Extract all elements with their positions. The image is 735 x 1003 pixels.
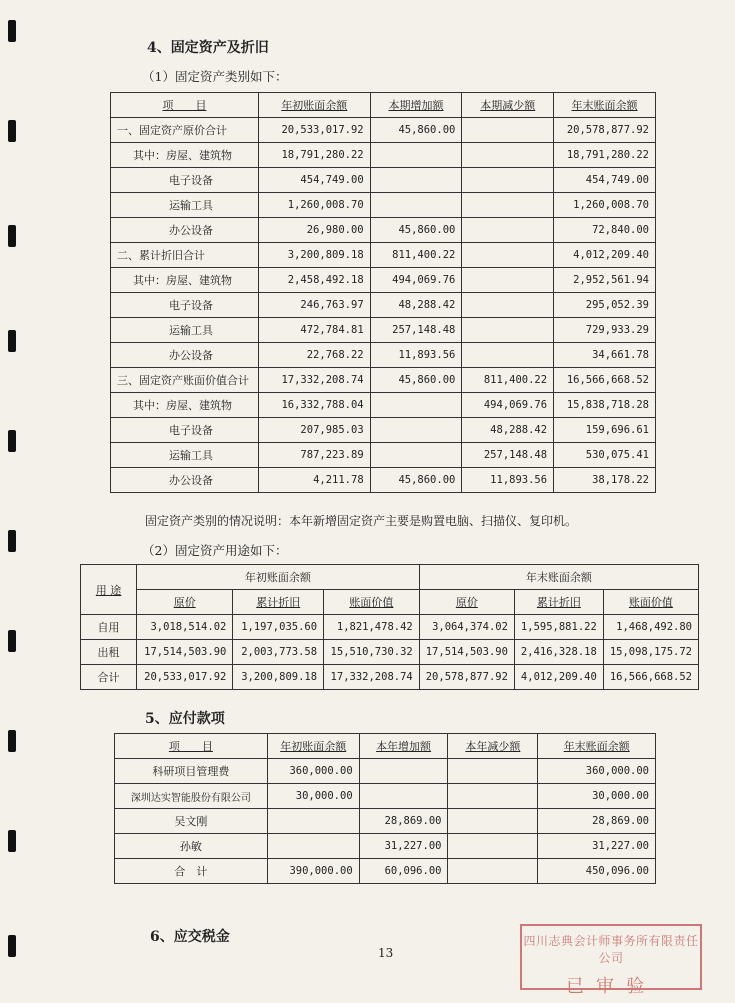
cell: [359, 784, 448, 809]
cell: 11,893.56: [462, 468, 554, 493]
row-label: 合 计: [115, 859, 268, 884]
cell: 15,510,730.32: [324, 640, 420, 665]
cell: [448, 809, 538, 834]
table-row: [81, 640, 699, 665]
cell: [267, 834, 359, 859]
cell: 45,860.00: [370, 218, 462, 243]
cell: 16,332,788.04: [258, 393, 370, 418]
cell: 295,052.39: [554, 293, 656, 318]
cell: 31,227.00: [359, 834, 448, 859]
cell: [462, 293, 554, 318]
row-label: 电子设备: [111, 293, 259, 318]
column-header-usage: 用 途: [81, 565, 137, 615]
cell: 3,064,374.02: [419, 615, 514, 640]
cell: 17,514,503.90: [419, 640, 514, 665]
binder-hole: [8, 120, 16, 142]
cell: 17,332,208.74: [258, 368, 370, 393]
column-header: 原价: [137, 590, 233, 615]
binder-hole: [8, 730, 16, 752]
cell: 450,096.00: [538, 859, 656, 884]
cell: [462, 193, 554, 218]
row-label: 电子设备: [111, 418, 259, 443]
table-row: [111, 393, 656, 418]
cell: 159,696.61: [554, 418, 656, 443]
cell: [462, 318, 554, 343]
audit-stamp: [520, 924, 702, 997]
cell: 38,178.22: [554, 468, 656, 493]
cell: 729,933.29: [554, 318, 656, 343]
stamp-firm-name: 四川志典会计师事务所有限责任公司: [523, 934, 699, 965]
table-row: [111, 268, 656, 293]
row-label: 自用: [81, 615, 137, 640]
column-header: 本期减少额: [462, 93, 554, 118]
cell: 28,869.00: [359, 809, 448, 834]
cell: 454,749.00: [554, 168, 656, 193]
cell: 17,514,503.90: [137, 640, 233, 665]
page-number: 13: [378, 946, 394, 960]
column-header: 年初账面余额: [267, 734, 359, 759]
cell: 257,148.48: [462, 443, 554, 468]
cell: 20,578,877.92: [419, 665, 514, 690]
row-label: 其中：房屋、建筑物: [111, 393, 259, 418]
cell: 30,000.00: [267, 784, 359, 809]
cell: 207,985.03: [258, 418, 370, 443]
table-row: [115, 809, 656, 834]
column-header: 本期增加额: [370, 93, 462, 118]
cell: 454,749.00: [258, 168, 370, 193]
cell: 1,197,035.60: [233, 615, 324, 640]
binder-hole: [8, 430, 16, 452]
cell: 31,227.00: [538, 834, 656, 859]
cell: 1,595,881.22: [514, 615, 603, 640]
cell: 390,000.00: [267, 859, 359, 884]
binder-hole: [8, 830, 16, 852]
cell: 20,578,877.92: [554, 118, 656, 143]
binder-hole: [8, 20, 16, 42]
cell: 20,533,017.92: [258, 118, 370, 143]
cell: 787,223.89: [258, 443, 370, 468]
row-label: 二、累计折旧合计: [111, 243, 259, 268]
cell: 1,821,478.42: [324, 615, 420, 640]
table-header-row: [111, 93, 656, 118]
cell: [370, 143, 462, 168]
cell: [462, 143, 554, 168]
cell: 15,098,175.72: [603, 640, 698, 665]
cell: [370, 393, 462, 418]
cell: 494,069.76: [462, 393, 554, 418]
row-label: 孙敏: [115, 834, 268, 859]
cell: 72,840.00: [554, 218, 656, 243]
cell: [462, 243, 554, 268]
table-row: [111, 318, 656, 343]
cell: 257,148.48: [370, 318, 462, 343]
cell: [267, 809, 359, 834]
table-row: [115, 859, 656, 884]
cell: 11,893.56: [370, 343, 462, 368]
table-row: [111, 468, 656, 493]
cell: 360,000.00: [538, 759, 656, 784]
row-label: 吴文刚: [115, 809, 268, 834]
cell: 26,980.00: [258, 218, 370, 243]
binder-hole: [8, 630, 16, 652]
table-row: [81, 615, 699, 640]
row-label: 办公设备: [111, 343, 259, 368]
column-header: 年末账面余额: [538, 734, 656, 759]
cell: [462, 218, 554, 243]
column-header: 原价: [419, 590, 514, 615]
column-header: 本年增加额: [359, 734, 448, 759]
row-label: 运输工具: [111, 193, 259, 218]
cell: [448, 759, 538, 784]
binder-hole: [8, 530, 16, 552]
stamp-verified: 已审验: [566, 976, 656, 997]
row-label: 三、固定资产账面价值合计: [111, 368, 259, 393]
cell: 18,791,280.22: [554, 143, 656, 168]
cell: 1,468,492.80: [603, 615, 698, 640]
cell: 4,012,209.40: [554, 243, 656, 268]
cell: 18,791,280.22: [258, 143, 370, 168]
cell: [448, 784, 538, 809]
fixed-asset-category-table: [110, 92, 656, 493]
table-row: [115, 784, 656, 809]
section-4-subtitle-2: （2）固定资产用途如下：: [142, 543, 288, 558]
column-header: 年末账面余额: [554, 93, 656, 118]
cell: [462, 343, 554, 368]
cell: [448, 834, 538, 859]
table-row: [111, 343, 656, 368]
column-header: 账面价值: [324, 590, 420, 615]
binder-hole: [8, 330, 16, 352]
cell: [448, 859, 538, 884]
binder-hole: [8, 225, 16, 247]
cell: [359, 759, 448, 784]
cell: 4,012,209.40: [514, 665, 603, 690]
cell: [462, 118, 554, 143]
table-row: [81, 665, 699, 690]
table-header-row: [115, 734, 656, 759]
cell: 15,838,718.28: [554, 393, 656, 418]
cell: [370, 193, 462, 218]
cell: 2,952,561.94: [554, 268, 656, 293]
row-label: 科研项目管理费: [115, 759, 268, 784]
table-row: [115, 834, 656, 859]
cell: 34,661.78: [554, 343, 656, 368]
table-row: [111, 418, 656, 443]
column-header: 累计折旧: [233, 590, 324, 615]
section-4-subtitle-1: （1）固定资产类别如下：: [142, 69, 288, 84]
cell: 30,000.00: [538, 784, 656, 809]
cell: 60,096.00: [359, 859, 448, 884]
cell: 48,288.42: [462, 418, 554, 443]
cell: 2,458,492.18: [258, 268, 370, 293]
table-row: [111, 168, 656, 193]
cell: 48,288.42: [370, 293, 462, 318]
table-subheader-row: [81, 590, 699, 615]
column-header: 累计折旧: [514, 590, 603, 615]
cell: 811,400.22: [462, 368, 554, 393]
table-row: [115, 759, 656, 784]
cell: [370, 418, 462, 443]
cell: 22,768.22: [258, 343, 370, 368]
table-row: [111, 443, 656, 468]
cell: 494,069.76: [370, 268, 462, 293]
binder-hole: [8, 935, 16, 957]
section-4-title: 4、固定资产及折旧: [147, 40, 269, 56]
cell: [370, 443, 462, 468]
table-header-row: [81, 565, 699, 590]
cell: 28,869.00: [538, 809, 656, 834]
row-label: 其中：房屋、建筑物: [111, 268, 259, 293]
fixed-asset-note: 固定资产类别的情况说明：本年新增固定资产主要是购置电脑、扫描仪、复印机。: [145, 514, 578, 528]
cell: 45,860.00: [370, 368, 462, 393]
column-header: 账面价值: [603, 590, 698, 615]
cell: 3,200,809.18: [233, 665, 324, 690]
cell: 811,400.22: [370, 243, 462, 268]
table-row: [111, 368, 656, 393]
cell: [462, 268, 554, 293]
row-label: 运输工具: [111, 443, 259, 468]
row-label: 出租: [81, 640, 137, 665]
cell: 472,784.81: [258, 318, 370, 343]
cell: [462, 168, 554, 193]
cell: 1,260,008.70: [554, 193, 656, 218]
column-header: 项 目: [115, 734, 268, 759]
table-row: [111, 218, 656, 243]
row-label: 其中：房屋、建筑物: [111, 143, 259, 168]
table-row: [111, 243, 656, 268]
column-header: 项 目: [111, 93, 259, 118]
column-group-start: 年初账面余额: [137, 565, 420, 590]
cell: 45,860.00: [370, 468, 462, 493]
cell: 2,003,773.58: [233, 640, 324, 665]
cell: 530,075.41: [554, 443, 656, 468]
table-row: [111, 118, 656, 143]
row-label: 办公设备: [111, 218, 259, 243]
cell: 3,018,514.02: [137, 615, 233, 640]
cell: 45,860.00: [370, 118, 462, 143]
cell: 246,763.97: [258, 293, 370, 318]
row-label: 运输工具: [111, 318, 259, 343]
cell: 16,566,668.52: [603, 665, 698, 690]
table-row: [111, 143, 656, 168]
cell: 4,211.78: [258, 468, 370, 493]
cell: 1,260,008.70: [258, 193, 370, 218]
table-row: [111, 193, 656, 218]
cell: 17,332,208.74: [324, 665, 420, 690]
fixed-asset-usage-table: [80, 564, 699, 690]
row-label: 合计: [81, 665, 137, 690]
payables-table: [114, 733, 656, 884]
section-6-title: 6、应交税金: [150, 929, 230, 945]
row-label: 办公设备: [111, 468, 259, 493]
column-header: 本年减少额: [448, 734, 538, 759]
row-label: 深圳达实智能股份有限公司: [115, 784, 268, 809]
row-label: 电子设备: [111, 168, 259, 193]
cell: 3,200,809.18: [258, 243, 370, 268]
row-label: 一、固定资产原价合计: [111, 118, 259, 143]
cell: [370, 168, 462, 193]
cell: 360,000.00: [267, 759, 359, 784]
cell: 20,533,017.92: [137, 665, 233, 690]
section-5-title: 5、应付款项: [145, 711, 225, 727]
column-group-end: 年末账面余额: [419, 565, 698, 590]
column-header: 年初账面余额: [258, 93, 370, 118]
table-row: [111, 293, 656, 318]
cell: 2,416,328.18: [514, 640, 603, 665]
cell: 16,566,668.52: [554, 368, 656, 393]
